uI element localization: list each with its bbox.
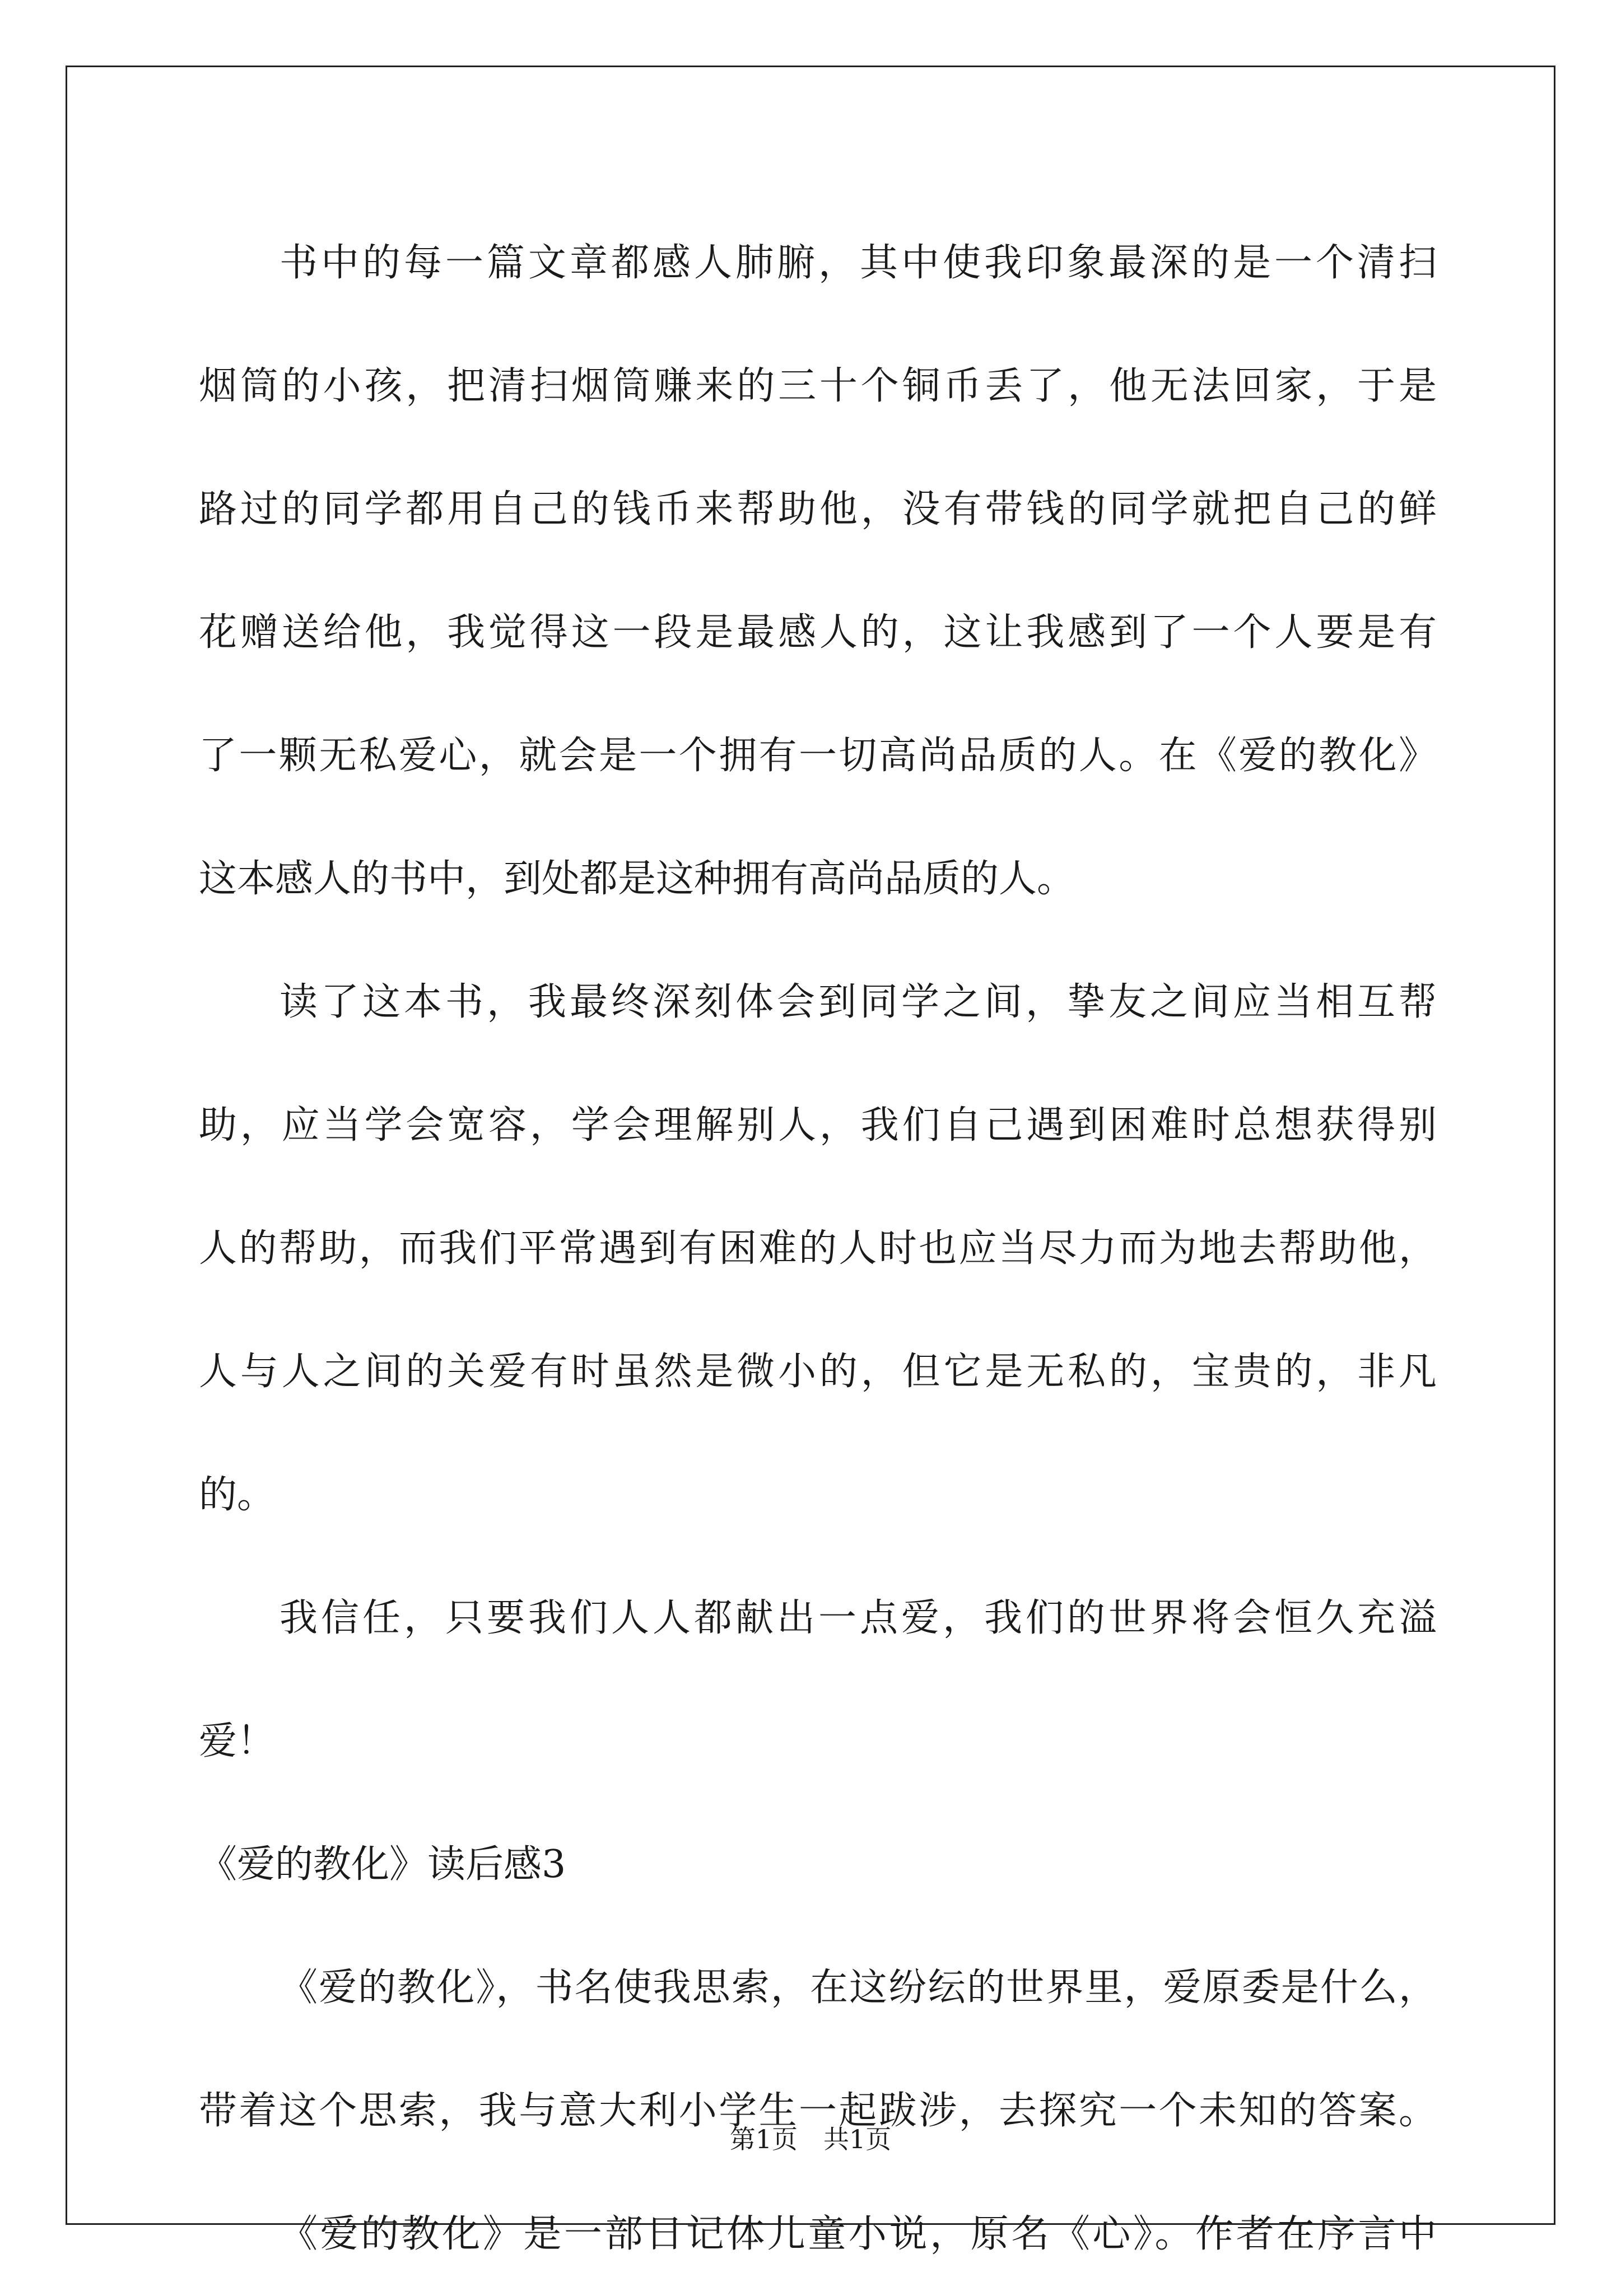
text-line-4: 花赠送给他，我觉得这一段是最感人的，这让我感到了一个人要是有 xyxy=(199,610,1437,655)
document-body xyxy=(199,202,1437,2296)
text-line-15: 《爱的教化》，书名使我思索，在这纷纭的世界里，爱原委是什么， xyxy=(280,1966,1437,2010)
text-line-5: 了一颗无私爱心，就会是一个拥有一切高尚品质的人。在《爱的教化》 xyxy=(199,734,1437,778)
text-line-17: 《爱的教化》是一部日记体儿童小说，原名《心》。作者在序言中 xyxy=(280,2212,1437,2256)
text-line-12: 我信任，只要我们人人都献出一点爱，我们的世界将会恒久充溢 xyxy=(280,1596,1437,1640)
text-line-11: 的。 xyxy=(199,1473,276,1517)
page-number: 第1页 xyxy=(729,2124,798,2154)
text-line-13: 爱！ xyxy=(199,1719,276,1763)
text-line-6: 这本感人的书中，到处都是这种拥有高尚品质的人。 xyxy=(199,857,1075,901)
page-footer xyxy=(0,2122,1621,2156)
section-heading: 《爱的教化》读后感3 xyxy=(199,1842,566,1887)
text-line-2: 烟筒的小孩，把清扫烟筒赚来的三十个铜币丢了，他无法回家，于是 xyxy=(199,364,1437,408)
text-line-10: 人与人之间的关爱有时虽然是微小的，但它是无私的，宝贵的，非凡 xyxy=(199,1350,1437,1394)
text-line-8: 助，应当学会宽容，学会理解别人，我们自己遇到困难时总想获得别 xyxy=(199,1103,1437,1147)
page-total: 共1页 xyxy=(823,2124,892,2154)
text-line-7: 读了这本书，我最终深刻体会到同学之间，挚友之间应当相互帮 xyxy=(280,980,1437,1024)
text-line-16: 带着这个思索，我与意大利小学生一起跋涉，去探究一个未知的答案。 xyxy=(199,2089,1437,2133)
text-line-3: 路过的同学都用自己的钱币来帮助他，没有带钱的同学就把自己的鲜 xyxy=(199,487,1437,531)
text-line-9: 人的帮助，而我们平常遇到有困难的人时也应当尽力而为地去帮助他， xyxy=(199,1226,1437,1271)
text-line-1: 书中的每一篇文章都感人肺腑，其中使我印象最深的是一个清扫 xyxy=(280,241,1437,285)
